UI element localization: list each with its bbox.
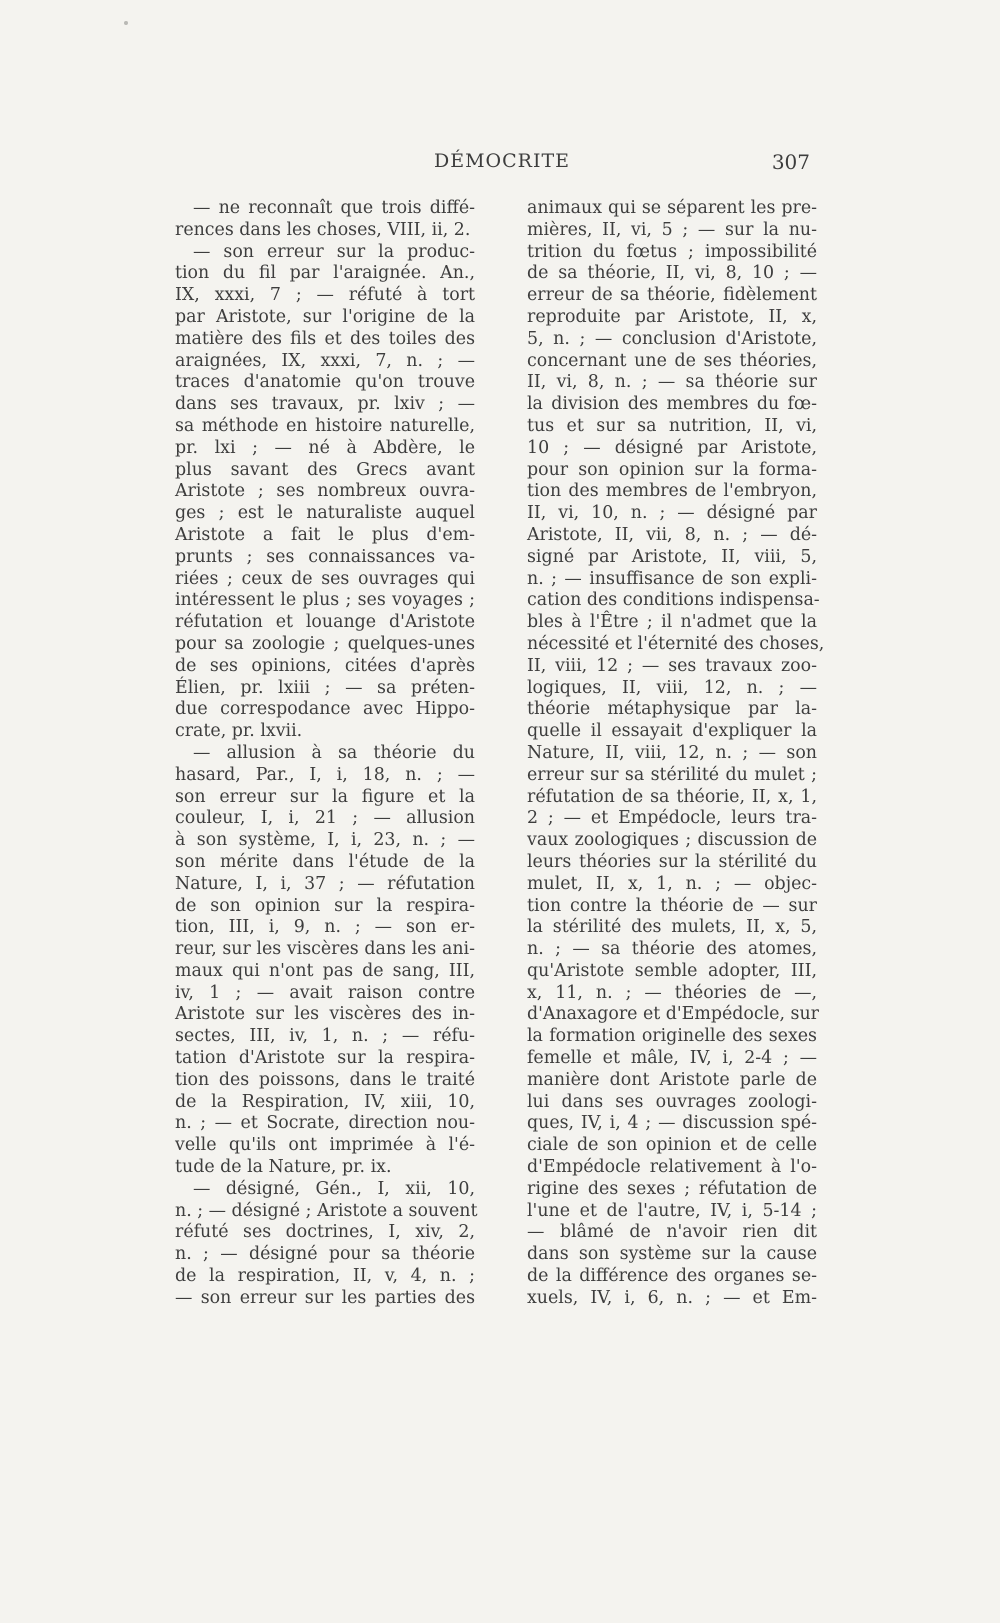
text-line: de sa théorie, II, vi, 8, 10 ; — [527,263,817,284]
text-line: manière dont Aristote parle de [527,1069,817,1090]
text-line: n. ; — désigné ; Aristote a souvent [175,1200,478,1221]
text-line: crate, pr. lxvii. [175,721,303,742]
text-line: de la Respiration, IV, xiii, 10, [175,1091,475,1112]
text-line: ges ; est le naturaliste auquel [175,503,475,524]
text-line: tion contre la théorie de — sur [527,895,817,916]
text-line: pr. lxi ; — né à Abdère, le [175,437,475,458]
text-line: — désigné, Gén., I, xii, 10, [193,1178,475,1199]
text-line: leurs théories sur la stérilité du [527,851,817,872]
text-line: velle qu'ils ont imprimée à l'é- [175,1135,475,1156]
text-line: hasard, Par., I, i, 18, n. ; — [175,764,475,785]
text-line: erreur sur sa stérilité du mulet ; [527,764,817,785]
text-line: mulet, II, x, 1, n. ; — objec- [527,873,817,894]
text-line: trition du fœtus ; impossibilité [527,241,817,262]
text-line: Aristote sur les viscères des in- [175,1004,475,1025]
text-line: par Aristote, sur l'origine de la [175,306,475,327]
text-line: Aristote ; ses nombreux ouvra- [175,481,475,502]
text-line: sectes, III, iv, 1, n. ; — réfu- [175,1026,475,1047]
text-line: tion, III, i, 9, n. ; — son er- [175,917,475,938]
text-line: pour son opinion sur la forma- [527,459,817,480]
text-line: animaux qui se séparent les pre- [527,198,817,218]
text-line: dans son système sur la cause [527,1244,817,1265]
text-line: Nature, I, i, 37 ; — réfutation [175,873,475,894]
text-line: la formation originelle des sexes [527,1026,817,1047]
text-line: femelle et mâle, IV, i, 2-4 ; — [527,1048,817,1069]
text-line: — son erreur sur les parties des [175,1287,475,1308]
text-line: nécessité et l'éternité des choses, [527,633,825,654]
text-line: sa méthode en histoire naturelle, [175,415,475,436]
text-line: la stérilité des mulets, II, x, 5, [527,917,817,938]
text-line: pour sa zoologie ; quelques-unes [175,633,475,654]
left-text-column [175,198,478,1310]
speck-mark [124,21,128,25]
text-line: vaux zoologiques ; discussion de [527,830,817,851]
text-line: réfuté ses doctrines, I, xiv, 2, [175,1222,475,1243]
text-line: n. ; — désigné pour sa théorie [175,1244,475,1265]
text-line: plus savant des Grecs avant [175,459,475,480]
text-line: qu'Aristote semble adopter, III, [527,960,817,981]
text-line: tude de la Nature, pr. ix. [175,1157,392,1178]
text-line: Élien, pr. lxiii ; — sa préten- [175,677,475,698]
text-line: II, vi, 10, n. ; — désigné par [527,503,817,524]
text-line: iv, 1 ; — avait raison contre [175,982,475,1003]
text-line: de la respiration, II, v, 4, n. ; [175,1266,475,1287]
text-line: II, vi, 8, n. ; — sa théorie sur [527,372,817,393]
text-line: — son erreur sur la produc- [193,241,475,262]
text-line: reproduite par Aristote, II, x, [527,306,817,327]
text-line: IX, xxxi, 7 ; — réfuté à tort [175,285,475,306]
text-line: — blâmé de n'avoir rien dit [527,1222,817,1243]
text-line: rigine des sexes ; réfutation de [527,1178,817,1199]
text-line: tion des poissons, dans le traité [175,1069,475,1090]
text-line: réfutation de sa théorie, II, x, 1, [527,786,817,807]
text-line: — allusion à sa théorie du [193,742,475,763]
text-line: n. ; — insuffisance de son expli- [527,568,817,589]
text-line: — ne reconnaît que trois diffé- [193,198,475,218]
text-line: couleur, I, i, 21 ; — allusion [175,808,475,829]
text-line: signé par Aristote, II, viii, 5, [527,546,817,567]
text-line: prunts ; ses connaissances va- [175,546,475,567]
text-line: théorie métaphysique par la- [527,699,817,720]
right-text-column [527,198,825,1310]
text-line: l'une et de l'autre, IV, i, 5-14 ; [527,1200,817,1221]
text-line: 10 ; — désigné par Aristote, [527,437,817,458]
text-line: 2 ; — et Empédocle, leurs tra- [527,808,817,829]
page-number: 307 [771,150,810,174]
text-line: cation des conditions indispensa- [527,590,820,611]
text-line: maux qui n'ont pas de sang, III, [175,960,475,981]
text-line: ques, IV, i, 4 ; — discussion spé- [527,1113,817,1134]
text-line: Aristote a fait le plus d'em- [175,524,475,545]
text-line: II, viii, 12 ; — ses travaux zoo- [527,655,817,676]
text-line: xuels, IV, i, 6, n. ; — et Em- [527,1287,817,1308]
text-line: x, 11, n. ; — théories de —, [527,982,817,1003]
text-line: tion des membres de l'embryon, [527,481,817,502]
text-line: rences dans les choses, VIII, ii, 2. [175,219,471,240]
text-line: quelle il essayait d'expliquer la [527,721,817,742]
text-line: reur, sur les viscères dans les ani- [175,939,475,960]
text-line: réfutation et louange d'Aristote [175,612,475,633]
text-line: erreur de sa théorie, fidèlement [527,285,817,306]
text-line: à son système, I, i, 23, n. ; — [175,830,475,851]
text-line: de la différence des organes se- [527,1266,817,1287]
text-line: d'Empédocle relativement à l'o- [527,1157,817,1178]
text-line: son erreur sur la figure et la [175,786,475,807]
text-line: n. ; — sa théorie des atomes, [527,939,817,960]
text-line: due correspodance avec Hippo- [175,699,475,720]
text-line: ciale de son opinion et de celle [527,1135,817,1156]
text-line: dans ses travaux, pr. lxiv ; — [175,394,475,415]
text-line: lui dans ses ouvrages zoologi- [527,1091,817,1112]
text-line: matière des fils et des toiles des [175,328,475,349]
text-line: traces d'anatomie qu'on trouve [175,372,475,393]
text-line: la division des membres du fœ- [527,394,817,415]
text-line: tion du fil par l'araignée. An., [175,263,475,284]
text-line: de ses opinions, citées d'après [175,655,475,676]
text-line: concernant une de ses théories, [527,350,817,371]
text-line: tus et sur sa nutrition, II, vi, [527,415,817,436]
text-line: n. ; — et Socrate, direction nou- [175,1113,475,1134]
text-line: logiques, II, viii, 12, n. ; — [527,677,817,698]
running-title: DÉMOCRITE [433,150,571,172]
text-line: Nature, II, viii, 12, n. ; — son [527,742,817,763]
text-line: bles à l'Être ; il n'admet que la [527,612,817,633]
text-line: riées ; ceux de ses ouvrages qui [175,568,475,589]
text-line: tation d'Aristote sur la respira- [175,1048,475,1069]
text-line: mières, II, vi, 5 ; — sur la nu- [527,219,817,240]
text-line: araignées, IX, xxxi, 7, n. ; — [175,350,475,371]
text-line: d'Anaxagore et d'Empédocle, sur [527,1004,819,1025]
running-header [0,150,1000,180]
text-line: intéressent le plus ; ses voyages ; [175,590,475,611]
text-line: son mérite dans l'étude de la [175,851,475,872]
text-line: 5, n. ; — conclusion d'Aristote, [527,328,817,349]
text-line: Aristote, II, vii, 8, n. ; — dé- [527,524,817,545]
text-line: de son opinion sur la respira- [175,895,475,916]
